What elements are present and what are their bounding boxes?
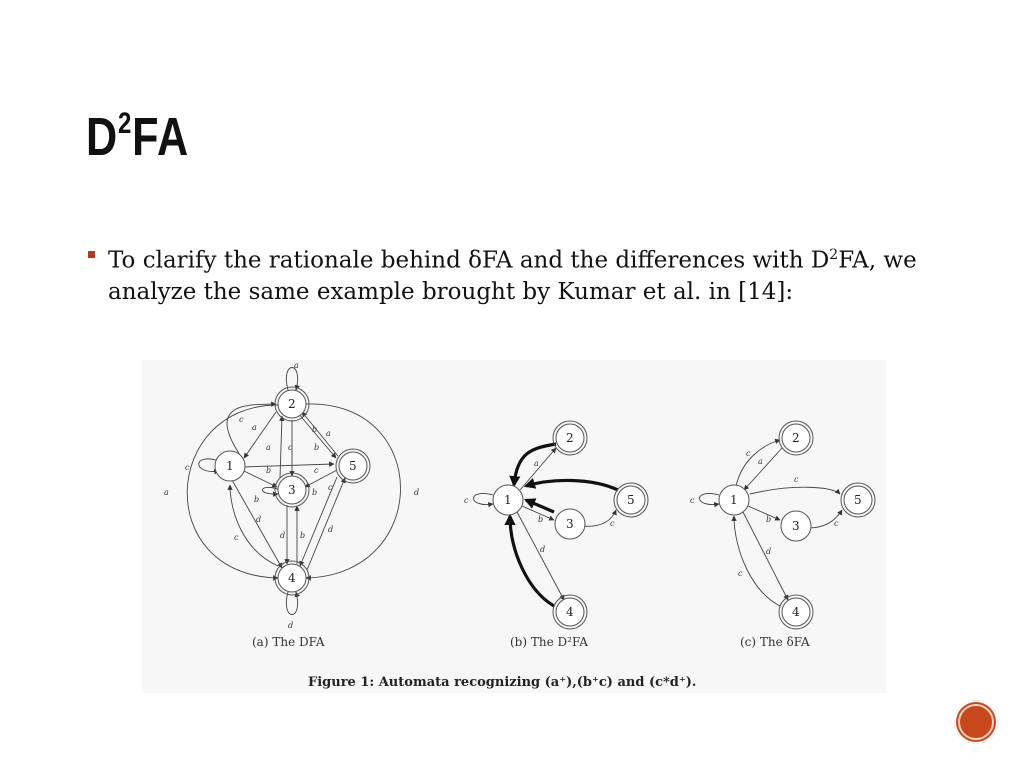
dfa-state-1 [215, 451, 245, 481]
svg-text:b: b [266, 466, 272, 475]
loop-1-c-c [700, 494, 720, 505]
svg-text:c: c [464, 496, 469, 505]
svg-text:4: 4 [792, 605, 800, 619]
caption-a: (a) The DFA [252, 635, 325, 649]
circle-nav-icon [958, 704, 994, 740]
svg-text:a: a [164, 488, 169, 497]
bullet-item [90, 240, 930, 308]
svg-text:1: 1 [730, 493, 738, 507]
d2fa-state-3 [555, 509, 585, 539]
svg-text:d: d [288, 621, 294, 630]
svg-text:3: 3 [566, 517, 574, 531]
svg-text:c: c [314, 466, 319, 475]
caption-b: (b) The D²FA [510, 635, 588, 649]
svg-text:a: a [266, 443, 271, 452]
svg-text:d: d [540, 545, 546, 554]
svg-text:2: 2 [566, 431, 574, 445]
dfa-state-3 [275, 473, 309, 507]
bullet-text-sup: 2 [829, 247, 839, 263]
d2fa-state-1 [493, 485, 523, 515]
deltafa-state-4 [779, 595, 813, 629]
edge-1-5-c [750, 487, 840, 494]
automata-figure [142, 360, 886, 693]
svg-text:c: c [794, 475, 799, 484]
svg-text:5: 5 [349, 459, 357, 473]
svg-text:a: a [326, 429, 331, 438]
svg-text:d: d [766, 547, 772, 556]
edge-1-4-d [232, 480, 282, 568]
edge-1-3-b [748, 506, 780, 520]
dfa-state-4 [275, 561, 309, 595]
d2fa-diagram [464, 421, 648, 649]
edge-1-5-c [242, 464, 334, 467]
title-main: D [86, 107, 118, 167]
deltafa-state-1 [719, 485, 749, 515]
svg-text:a: a [294, 361, 299, 370]
d2fa-state-5 [614, 483, 648, 517]
svg-text:4: 4 [566, 605, 574, 619]
svg-text:c: c [610, 519, 615, 528]
edge-5-2-a [302, 412, 338, 456]
svg-text:2: 2 [792, 431, 800, 445]
svg-text:c: c [288, 443, 293, 452]
svg-text:a: a [252, 423, 257, 432]
caption-c: (c) The δFA [740, 635, 810, 649]
svg-text:c: c [185, 463, 190, 472]
bullet-text [108, 240, 930, 308]
svg-text:c: c [690, 496, 695, 505]
edge-2-4-a-outer [187, 405, 278, 578]
svg-text:1: 1 [504, 493, 512, 507]
svg-text:b: b [314, 443, 320, 452]
svg-text:c: c [239, 415, 244, 424]
deltafa-state-2 [779, 421, 813, 455]
bullet-square-icon [88, 251, 95, 258]
d2fa-state-2 [553, 421, 587, 455]
deltafa-diagram [690, 421, 875, 649]
svg-text:1: 1 [226, 459, 234, 473]
svg-text:d: d [280, 531, 286, 540]
svg-text:b: b [312, 425, 318, 434]
bullet-text-part2: FA, we analyze the same example brought by Kumar et al. in [14]: [108, 247, 917, 305]
dfa-state-5 [336, 449, 370, 483]
slide-title [86, 106, 189, 168]
svg-text:c: c [234, 533, 239, 542]
deltafa-state-3 [781, 511, 811, 541]
d2fa-state-4 [553, 595, 587, 629]
svg-text:b: b [766, 515, 772, 524]
svg-text:c: c [746, 449, 751, 458]
edge-1-3-b [242, 470, 277, 487]
edge-3-1-bold [526, 500, 554, 512]
dfa-diagram [164, 361, 419, 649]
dfa-state-2 [275, 387, 309, 421]
loop-1-c-b [474, 494, 494, 505]
edge-2-4-d-outer [306, 404, 401, 578]
edge-2-1-a [244, 412, 276, 458]
svg-text:c: c [834, 519, 839, 528]
svg-text:5: 5 [627, 493, 635, 507]
edge-3-3-b-loop [262, 487, 280, 494]
svg-text:b: b [538, 515, 544, 524]
deltafa-state-5 [841, 483, 875, 517]
edge-4-1-c [734, 516, 780, 606]
svg-text:c: c [328, 483, 333, 492]
bullet-text-part1: To clarify the rationale behind δFA and the differences with D [108, 247, 830, 274]
svg-text:3: 3 [792, 519, 800, 533]
edge-5-1-bold [526, 480, 618, 490]
svg-text:b: b [300, 531, 306, 540]
svg-text:c: c [738, 569, 743, 578]
svg-text:d: d [328, 525, 334, 534]
figure-caption: Figure 1: Automata recognizing (a⁺),(b⁺c) and (c*d⁺). [308, 675, 697, 690]
svg-text:d: d [256, 515, 262, 524]
edge-4-1-bold [510, 516, 554, 606]
svg-text:d: d [414, 488, 420, 497]
svg-text:3: 3 [288, 483, 296, 497]
svg-text:5: 5 [854, 493, 862, 507]
svg-text:a: a [758, 457, 763, 466]
svg-text:2: 2 [288, 397, 296, 411]
edge-3-2-a [280, 416, 282, 478]
svg-text:b: b [254, 495, 260, 504]
svg-text:b: b [312, 488, 318, 497]
title-sup: 2 [118, 107, 133, 140]
title-rest: FA [132, 107, 189, 167]
next-slide-button[interactable] [954, 700, 998, 744]
svg-text:a: a [534, 459, 539, 468]
svg-text:4: 4 [288, 571, 296, 585]
